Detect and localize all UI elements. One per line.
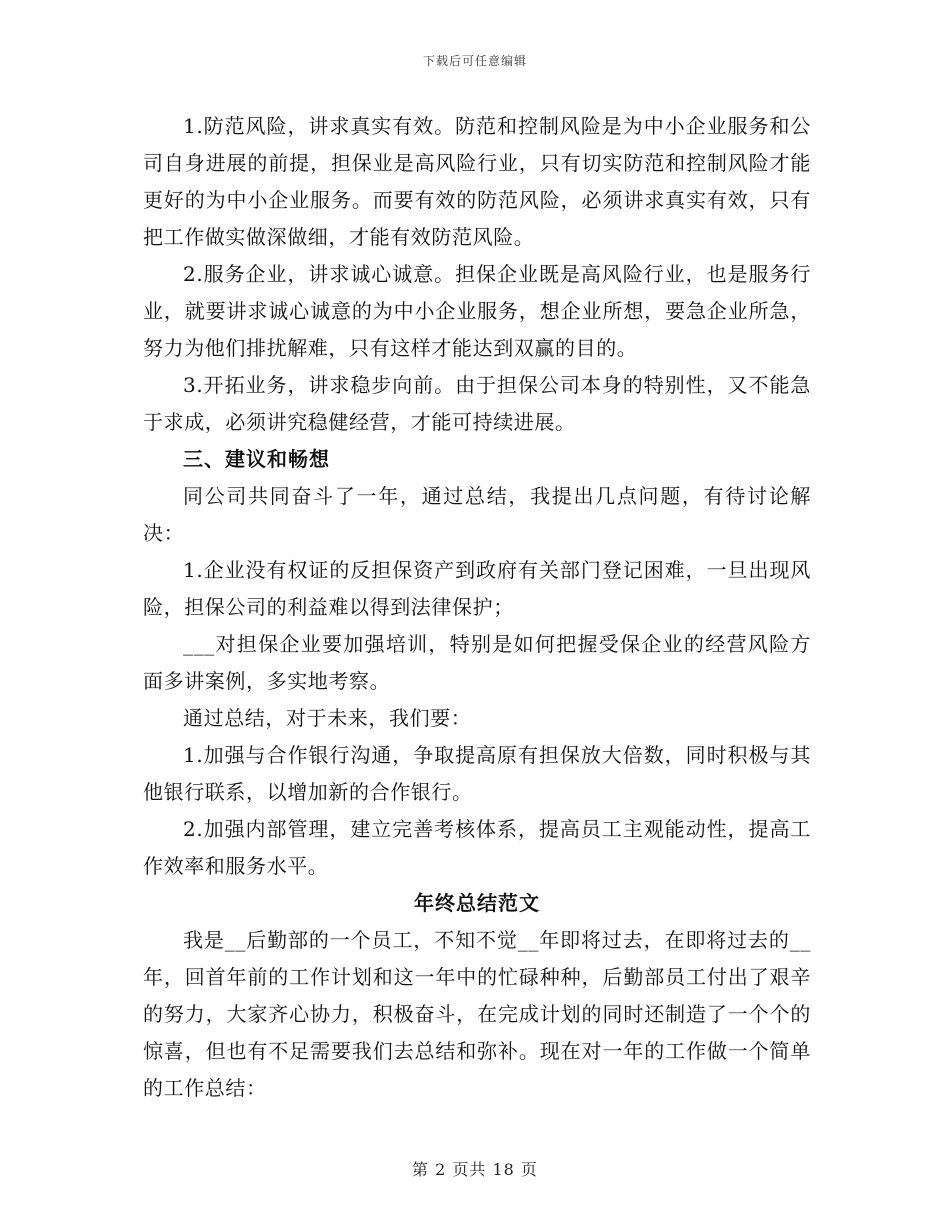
paragraph-bank-cooperation: 1.加强与合作银行沟通，争取提高原有担保放大倍数，同时积极与其他银行联系，以增加新的合作银行。 [143,743,811,804]
paragraph-internal-management: 2.加强内部管理，建立完善考核体系，提高员工主观能动性，提高工作效率和服务水平。 [143,817,811,878]
paragraph-logistics-summary: 我是__后勤部的一个员工，不知不觉__年即将过去，在即将过去的__年，回首年前的工作计划和这一年中的忙碌种种，后勤部员工付出了艰辛的努力，大家齐心协力，积极奋斗，在完成计划的同时还制造了一个个的惊喜，但也有不足需要我们去总结和弥补。现在对一年的工作做一个简单的工作总结： [143,928,811,1100]
paragraph-issue-training: ___对担保企业要加强培训，特别是如何把握受保企业的经营风险方面多讲案例，多实地考察。 [143,632,811,693]
page-header-note: 下载后可任意编辑 [422,54,527,68]
article-title: 年终总结范文 [414,891,540,915]
document-body [143,108,811,1107]
paragraph-future-intro: 通过总结，对于未来，我们要： [183,706,472,730]
paragraph-issue-registration: 1.企业没有权证的反担保资产到政府有关部门登记困难，一旦出现风险，担保公司的利益难以得到法律保护； [143,558,811,619]
paragraph-serve-enterprises: 2.服务企业，讲求诚心诚意。担保企业既是高风险行业，也是服务行业，就要讲求诚心诚意的为中小企业服务，想企业所想，要急企业所急，努力为他们排扰解难，只有这样才能达到双赢的目的。 [143,262,811,360]
paragraph-risk-prevention: 1.防范风险，讲求真实有效。防范和控制风险是为中小企业服务和公司自身进展的前提，担保业是高风险行业，只有切实防范和控制风险才能更好的为中小企业服务。而要有效的防范风险，必须讲求真实有效，只有把工作做实做深做细，才能有效防范风险。 [143,114,811,249]
paragraph-expand-business: 3.开拓业务，讲求稳步向前。由于担保公司本身的特别性，又不能急于求成，必须讲究稳健经营，才能可持续进展。 [143,373,811,434]
section-heading-suggestions: 三、建议和畅想 [183,447,330,471]
page-number: 第 2 页共 18 页 [412,1160,538,1179]
paragraph-issues-intro: 同公司共同奋斗了一年，通过总结，我提出几点问题，有待讨论解决： [143,484,811,545]
